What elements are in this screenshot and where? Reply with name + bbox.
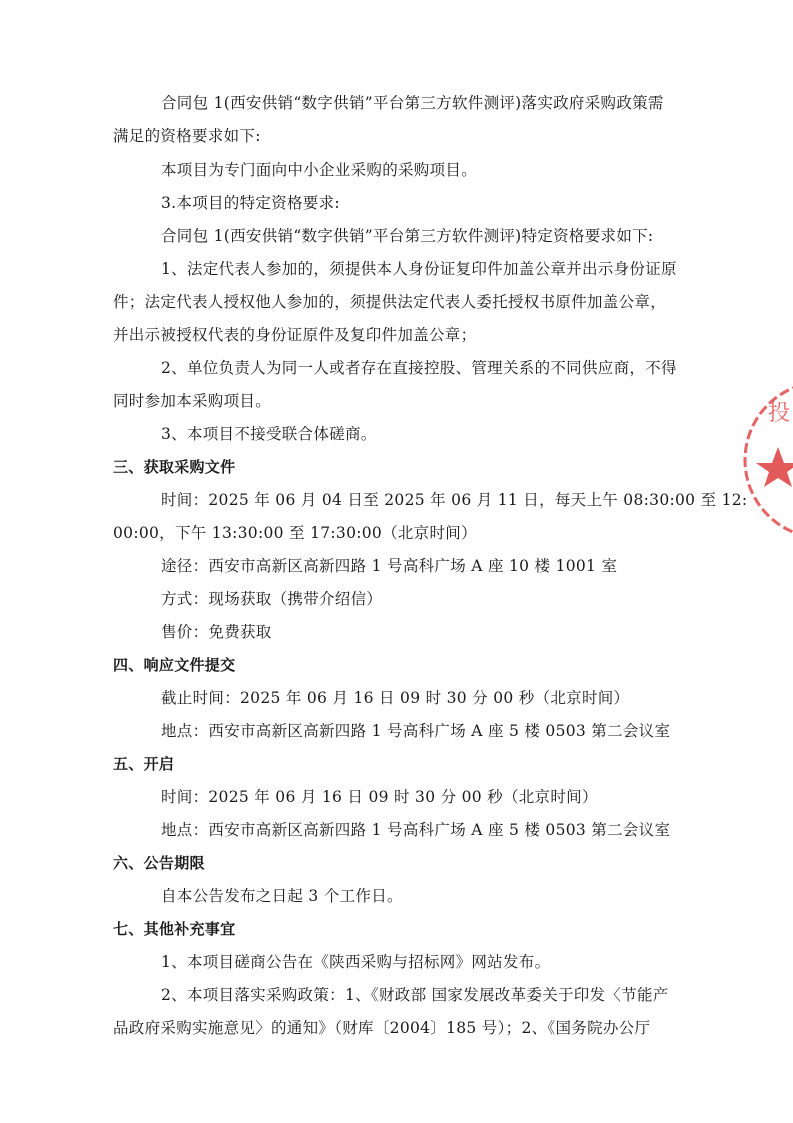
para-line-1: 合同包 1(西安供销“数字供销”平台第三方软件测评)落实政府采购政策需 xyxy=(161,94,664,112)
para-line-10: 同时参加本采购项目。 xyxy=(113,392,272,410)
para-line-6: 1、法定代表人参加的，须提供本人身份证复印件加盖公章并出示身份证原 xyxy=(161,260,677,278)
para-line-11: 3、本项目不接受联合体磋商。 xyxy=(161,425,377,443)
section-heading-5: 五、开启 xyxy=(113,755,175,773)
para-line-19: 时间：2025 年 06 月 16 日 09 时 30 分 00 秒（北京时间） xyxy=(161,788,598,806)
para-line-2: 满足的资格要求如下: xyxy=(113,127,261,145)
para-line-13: 00:00，下午 13:30:00 至 17:30:00（北京时间） xyxy=(113,524,477,542)
para-line-9: 2、单位负责人为同一人或者存在直接控股、管理关系的不同供应商，不得 xyxy=(161,359,677,377)
para-line-20: 地点：西安市高新区高新四路 1 号高科广场 A 座 5 楼 0503 第二会议室 xyxy=(161,821,671,839)
para-line-21: 自本公告发布之日起 3 个工作日。 xyxy=(161,887,403,905)
para-line-18: 地点：西安市高新区高新四路 1 号高科广场 A 座 5 楼 0503 第二会议室 xyxy=(161,722,671,740)
section-heading-7: 七、其他补充事宜 xyxy=(113,920,236,938)
seal-character: 投 xyxy=(768,401,791,426)
para-line-23: 2、本项目落实采购政策：1、《财政部 国家发展改革委关于印发〈节能产 xyxy=(161,986,669,1004)
para-line-22: 1、本项目磋商公告在《陕西采购与招标网》网站发布。 xyxy=(161,953,551,971)
para-line-12: 时间：2025 年 06 月 04 日至 2025 年 06 月 11 日，每天上午 08:30:00 至 12: xyxy=(161,491,748,509)
section-subheading: 3.本项目的特定资格要求: xyxy=(161,194,340,212)
para-line-14: 途径：西安市高新区高新四路 1 号高科广场 A 座 10 楼 1001 室 xyxy=(161,557,618,575)
para-line-17: 截止时间：2025 年 06 月 16 日 09 时 30 分 00 秒（北京时间） xyxy=(161,689,630,707)
para-line-24: 品政府采购实施意见〉的通知》（财库〔2004〕185 号）；2、《国务院办公厅 xyxy=(113,1019,651,1037)
section-heading-4: 四、响应文件提交 xyxy=(113,656,236,674)
para-line-3: 本项目为专门面向中小企业采购的采购项目。 xyxy=(161,161,478,179)
para-line-16: 售价：免费获取 xyxy=(161,623,272,641)
para-line-8: 并出示被授权代表的身份证原件及复印件加盖公章； xyxy=(113,326,477,344)
section-heading-3: 三、获取采购文件 xyxy=(113,458,236,476)
para-line-5: 合同包 1(西安供销“数字供销”平台第三方软件测评)特定资格要求如下: xyxy=(161,227,654,245)
para-line-7: 件；法定代表人授权他人参加的，须提供法定代表人委托授权书原件加盖公章， xyxy=(113,293,667,311)
para-line-15: 方式：现场获取（携带介绍信） xyxy=(161,590,383,608)
section-heading-6: 六、公告期限 xyxy=(113,854,205,872)
